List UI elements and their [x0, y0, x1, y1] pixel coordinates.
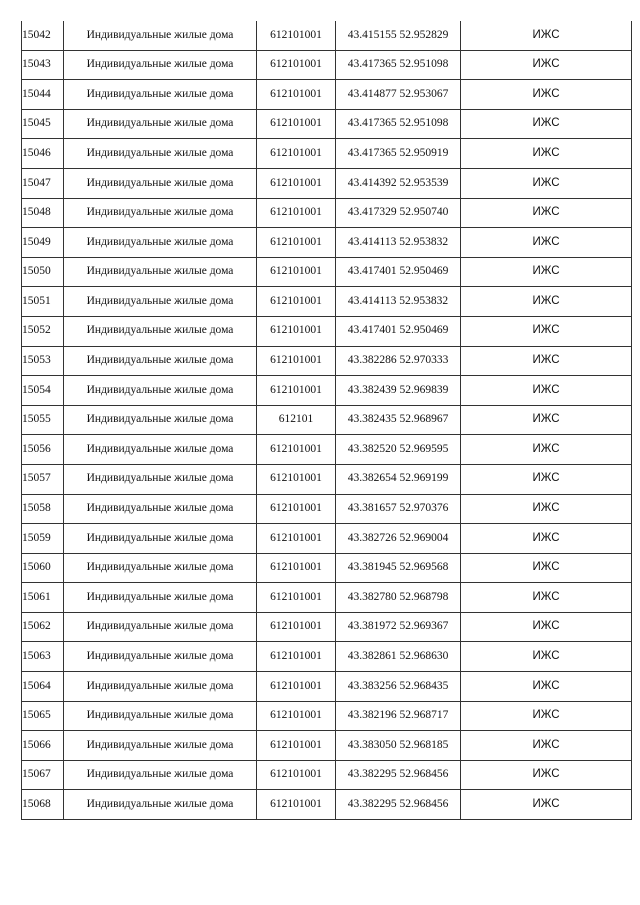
object-type-cell: Индивидуальные жилые дома	[64, 435, 257, 465]
row-number-cell: 15044	[22, 80, 64, 110]
table-row	[22, 524, 632, 554]
row-number-cell: 15052	[22, 316, 64, 346]
object-type-cell: Индивидуальные жилые дома	[64, 612, 257, 642]
object-type-cell: Индивидуальные жилые дома	[64, 139, 257, 169]
category-cell: ИЖС	[461, 228, 632, 258]
category-cell: ИЖС	[461, 494, 632, 524]
object-type-cell: Индивидуальные жилые дома	[64, 464, 257, 494]
category-cell: ИЖС	[461, 376, 632, 406]
code-cell: 612101001	[257, 642, 336, 672]
table-row	[22, 435, 632, 465]
object-type-cell: Индивидуальные жилые дома	[64, 80, 257, 110]
row-number-cell: 15051	[22, 287, 64, 317]
object-type-cell: Индивидуальные жилые дома	[64, 524, 257, 554]
table-row	[22, 228, 632, 258]
row-number-cell: 15046	[22, 139, 64, 169]
coordinates-cell: 43.415155 52.952829	[336, 21, 461, 50]
row-number-cell: 15065	[22, 701, 64, 731]
category-cell: ИЖС	[461, 316, 632, 346]
code-cell: 612101001	[257, 494, 336, 524]
object-type-cell: Индивидуальные жилые дома	[64, 642, 257, 672]
row-number-cell: 15063	[22, 642, 64, 672]
code-cell: 612101001	[257, 316, 336, 346]
code-cell: 612101001	[257, 109, 336, 139]
coordinates-cell: 43.417365 52.950919	[336, 139, 461, 169]
code-cell: 612101001	[257, 612, 336, 642]
coordinates-cell: 43.383256 52.968435	[336, 672, 461, 702]
object-type-cell: Индивидуальные жилые дома	[64, 731, 257, 761]
row-number-cell: 15045	[22, 109, 64, 139]
coordinates-cell: 43.382520 52.969595	[336, 435, 461, 465]
category-cell: ИЖС	[461, 553, 632, 583]
row-number-cell: 15055	[22, 405, 64, 435]
category-cell: ИЖС	[461, 21, 632, 50]
coordinates-cell: 43.381657 52.970376	[336, 494, 461, 524]
category-cell: ИЖС	[461, 760, 632, 790]
register-table-body	[22, 21, 632, 820]
code-cell: 612101001	[257, 346, 336, 376]
row-number-cell: 15049	[22, 228, 64, 258]
table-row	[22, 553, 632, 583]
row-number-cell: 15047	[22, 168, 64, 198]
coordinates-cell: 43.382726 52.969004	[336, 524, 461, 554]
object-type-cell: Индивидуальные жилые дома	[64, 21, 257, 50]
coordinates-cell: 43.382295 52.968456	[336, 790, 461, 820]
object-type-cell: Индивидуальные жилые дома	[64, 583, 257, 613]
table-row	[22, 316, 632, 346]
coordinates-cell: 43.381972 52.969367	[336, 612, 461, 642]
code-cell: 612101001	[257, 464, 336, 494]
table-row	[22, 701, 632, 731]
row-number-cell: 15053	[22, 346, 64, 376]
code-cell: 612101001	[257, 21, 336, 50]
category-cell: ИЖС	[461, 80, 632, 110]
row-number-cell: 15060	[22, 553, 64, 583]
table-row	[22, 198, 632, 228]
coordinates-cell: 43.382861 52.968630	[336, 642, 461, 672]
row-number-cell: 15061	[22, 583, 64, 613]
category-cell: ИЖС	[461, 790, 632, 820]
table-row	[22, 583, 632, 613]
code-cell: 612101001	[257, 50, 336, 80]
code-cell: 612101001	[257, 524, 336, 554]
coordinates-cell: 43.417365 52.951098	[336, 109, 461, 139]
category-cell: ИЖС	[461, 642, 632, 672]
category-cell: ИЖС	[461, 139, 632, 169]
code-cell: 612101001	[257, 731, 336, 761]
row-number-cell: 15068	[22, 790, 64, 820]
row-number-cell: 15042	[22, 21, 64, 50]
table-row	[22, 731, 632, 761]
coordinates-cell: 43.414113 52.953832	[336, 228, 461, 258]
row-number-cell: 15043	[22, 50, 64, 80]
object-type-cell: Индивидуальные жилые дома	[64, 228, 257, 258]
coordinates-cell: 43.417401 52.950469	[336, 257, 461, 287]
code-cell: 612101001	[257, 435, 336, 465]
coordinates-cell: 43.382286 52.970333	[336, 346, 461, 376]
code-cell: 612101001	[257, 257, 336, 287]
table-row	[22, 642, 632, 672]
table-row	[22, 760, 632, 790]
coordinates-cell: 43.382295 52.968456	[336, 760, 461, 790]
category-cell: ИЖС	[461, 731, 632, 761]
coordinates-cell: 43.414392 52.953539	[336, 168, 461, 198]
object-type-cell: Индивидуальные жилые дома	[64, 405, 257, 435]
table-row	[22, 139, 632, 169]
code-cell: 612101001	[257, 228, 336, 258]
category-cell: ИЖС	[461, 612, 632, 642]
coordinates-cell: 43.382439 52.969839	[336, 376, 461, 406]
object-type-cell: Индивидуальные жилые дома	[64, 672, 257, 702]
row-number-cell: 15067	[22, 760, 64, 790]
table-row	[22, 494, 632, 524]
coordinates-cell: 43.414113 52.953832	[336, 287, 461, 317]
code-cell: 612101001	[257, 80, 336, 110]
category-cell: ИЖС	[461, 346, 632, 376]
code-cell: 612101001	[257, 139, 336, 169]
category-cell: ИЖС	[461, 464, 632, 494]
row-number-cell: 15064	[22, 672, 64, 702]
code-cell: 612101	[257, 405, 336, 435]
row-number-cell: 15057	[22, 464, 64, 494]
coordinates-cell: 43.382654 52.969199	[336, 464, 461, 494]
category-cell: ИЖС	[461, 672, 632, 702]
object-type-cell: Индивидуальные жилые дома	[64, 109, 257, 139]
code-cell: 612101001	[257, 287, 336, 317]
category-cell: ИЖС	[461, 524, 632, 554]
coordinates-cell: 43.417401 52.950469	[336, 316, 461, 346]
table-row	[22, 405, 632, 435]
coordinates-cell: 43.383050 52.968185	[336, 731, 461, 761]
category-cell: ИЖС	[461, 50, 632, 80]
object-type-cell: Индивидуальные жилые дома	[64, 494, 257, 524]
table-row	[22, 612, 632, 642]
row-number-cell: 15050	[22, 257, 64, 287]
object-type-cell: Индивидуальные жилые дома	[64, 168, 257, 198]
table-row	[22, 346, 632, 376]
object-type-cell: Индивидуальные жилые дома	[64, 701, 257, 731]
code-cell: 612101001	[257, 701, 336, 731]
category-cell: ИЖС	[461, 583, 632, 613]
object-type-cell: Индивидуальные жилые дома	[64, 790, 257, 820]
category-cell: ИЖС	[461, 405, 632, 435]
table-row	[22, 287, 632, 317]
table-row	[22, 21, 632, 50]
category-cell: ИЖС	[461, 109, 632, 139]
code-cell: 612101001	[257, 790, 336, 820]
code-cell: 612101001	[257, 583, 336, 613]
object-type-cell: Индивидуальные жилые дома	[64, 376, 257, 406]
coordinates-cell: 43.382196 52.968717	[336, 701, 461, 731]
category-cell: ИЖС	[461, 168, 632, 198]
coordinates-cell: 43.381945 52.969568	[336, 553, 461, 583]
object-type-cell: Индивидуальные жилые дома	[64, 50, 257, 80]
table-row	[22, 168, 632, 198]
category-cell: ИЖС	[461, 257, 632, 287]
row-number-cell: 15059	[22, 524, 64, 554]
code-cell: 612101001	[257, 672, 336, 702]
code-cell: 612101001	[257, 198, 336, 228]
object-type-cell: Индивидуальные жилые дома	[64, 257, 257, 287]
register-table	[21, 21, 632, 820]
object-type-cell: Индивидуальные жилые дома	[64, 760, 257, 790]
object-type-cell: Индивидуальные жилые дома	[64, 287, 257, 317]
table-row	[22, 376, 632, 406]
coordinates-cell: 43.414877 52.953067	[336, 80, 461, 110]
table-row	[22, 464, 632, 494]
category-cell: ИЖС	[461, 435, 632, 465]
object-type-cell: Индивидуальные жилые дома	[64, 198, 257, 228]
object-type-cell: Индивидуальные жилые дома	[64, 316, 257, 346]
code-cell: 612101001	[257, 168, 336, 198]
table-row	[22, 672, 632, 702]
coordinates-cell: 43.382780 52.968798	[336, 583, 461, 613]
row-number-cell: 15048	[22, 198, 64, 228]
coordinates-cell: 43.382435 52.968967	[336, 405, 461, 435]
row-number-cell: 15062	[22, 612, 64, 642]
row-number-cell: 15056	[22, 435, 64, 465]
table-row	[22, 50, 632, 80]
table-row	[22, 790, 632, 820]
category-cell: ИЖС	[461, 287, 632, 317]
code-cell: 612101001	[257, 760, 336, 790]
object-type-cell: Индивидуальные жилые дома	[64, 553, 257, 583]
table-row	[22, 257, 632, 287]
table-row	[22, 109, 632, 139]
object-type-cell: Индивидуальные жилые дома	[64, 346, 257, 376]
category-cell: ИЖС	[461, 701, 632, 731]
category-cell: ИЖС	[461, 198, 632, 228]
code-cell: 612101001	[257, 553, 336, 583]
row-number-cell: 15054	[22, 376, 64, 406]
coordinates-cell: 43.417329 52.950740	[336, 198, 461, 228]
row-number-cell: 15058	[22, 494, 64, 524]
code-cell: 612101001	[257, 376, 336, 406]
coordinates-cell: 43.417365 52.951098	[336, 50, 461, 80]
row-number-cell: 15066	[22, 731, 64, 761]
table-row	[22, 80, 632, 110]
